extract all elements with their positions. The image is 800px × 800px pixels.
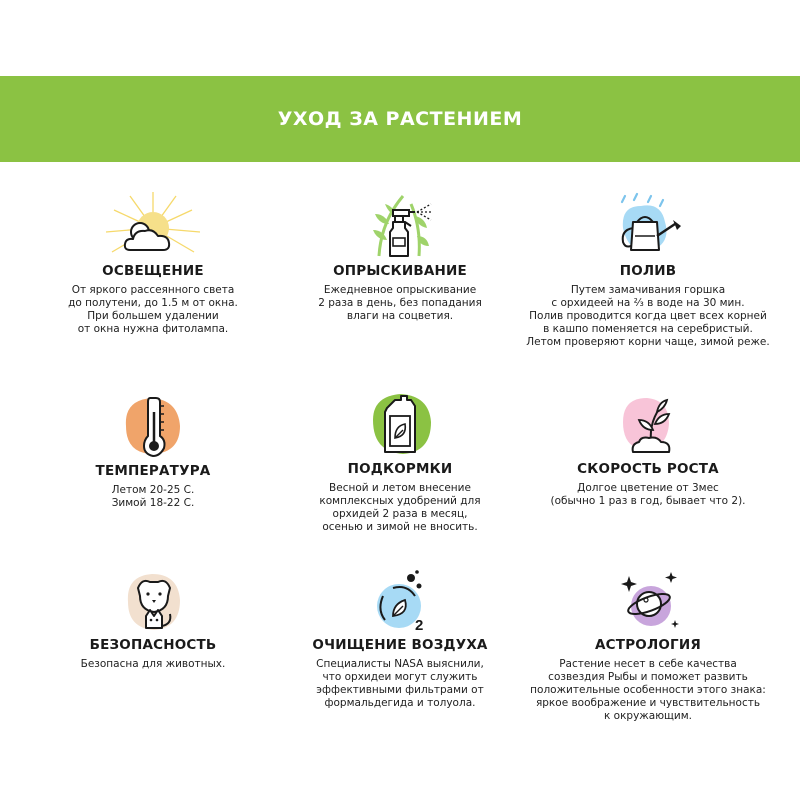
care-card-fertilizing	[267, 390, 533, 534]
header-banner	[0, 76, 800, 162]
thermometer-icon	[98, 392, 208, 460]
sprout-icon	[593, 390, 703, 458]
air-purification-icon	[345, 566, 455, 634]
card-title: СКОРОСТЬ РОСТА	[577, 461, 719, 477]
card-description: Специалисты NASA выяснили, что орхидеи могут служить эффективными фильтрами от формальдегида и толуола.	[316, 658, 484, 709]
watering-can-icon	[593, 192, 703, 260]
care-card-temperature	[20, 392, 286, 510]
svg-text:2: 2	[415, 617, 424, 634]
card-description: Растение несет в себе качества созвездия Рыбы и поможет развить положительные особенности этого знака: яркое воображение и чувствительность к окружающим.	[530, 658, 766, 722]
card-title: ТЕМПЕРАТУРА	[95, 463, 211, 479]
care-card-watering	[515, 192, 781, 349]
care-card-air-purification	[267, 566, 533, 710]
card-description: Ежедневное опрыскивание 2 раза в день, без попадания влаги на соцветия.	[318, 284, 482, 322]
care-card-lighting	[20, 192, 286, 336]
care-card-growth-rate	[515, 390, 781, 508]
spray-bottle-icon	[345, 192, 455, 260]
card-title: ОСВЕЩЕНИЕ	[102, 263, 204, 279]
card-description: Долгое цветение от 3мес (обычно 1 раз в год, бывает что 2).	[550, 482, 746, 507]
card-title: ПОЛИВ	[619, 263, 677, 279]
sun-cloud-icon	[98, 192, 208, 260]
card-description: Безопасна для животных.	[80, 658, 226, 670]
care-card-spraying	[267, 192, 533, 323]
card-description: Весной и летом внесение комплексных удобрений для орхидей 2 раза в месяц, осенью и зимой не вносить.	[319, 482, 481, 533]
card-title: ОПРЫСКИВАНИЕ	[333, 263, 467, 279]
pets-icon	[98, 566, 208, 634]
care-card-safety	[20, 566, 286, 671]
card-title: ПОДКОРМКИ	[347, 461, 453, 477]
card-title: АСТРОЛОГИЯ	[595, 637, 701, 653]
card-description: Путем замачивания горшка с орхидеей на ⅔ в воде на 30 мин. Полив проводится когда цвет всех корней в кашпо поменяется на серебристый. Летом проверяют корни чаще, зимой реже.	[526, 284, 770, 348]
care-card-astrology	[515, 566, 781, 723]
planet-icon	[593, 566, 703, 634]
card-description: От яркого рассеянного света до полутени, до 1.5 м от окна. При большем удалении от окна нужна фитолампа.	[68, 284, 238, 335]
card-description: Летом 20-25 С. Зимой 18-22 С.	[111, 484, 195, 509]
card-title: БЕЗОПАСНОСТЬ	[89, 637, 217, 653]
page-title: УХОД ЗА РАСТЕНИЕМ	[277, 108, 523, 130]
card-title: ОЧИЩЕНИЕ ВОЗДУХА	[312, 637, 488, 653]
fertilizer-canister-icon	[345, 390, 455, 458]
